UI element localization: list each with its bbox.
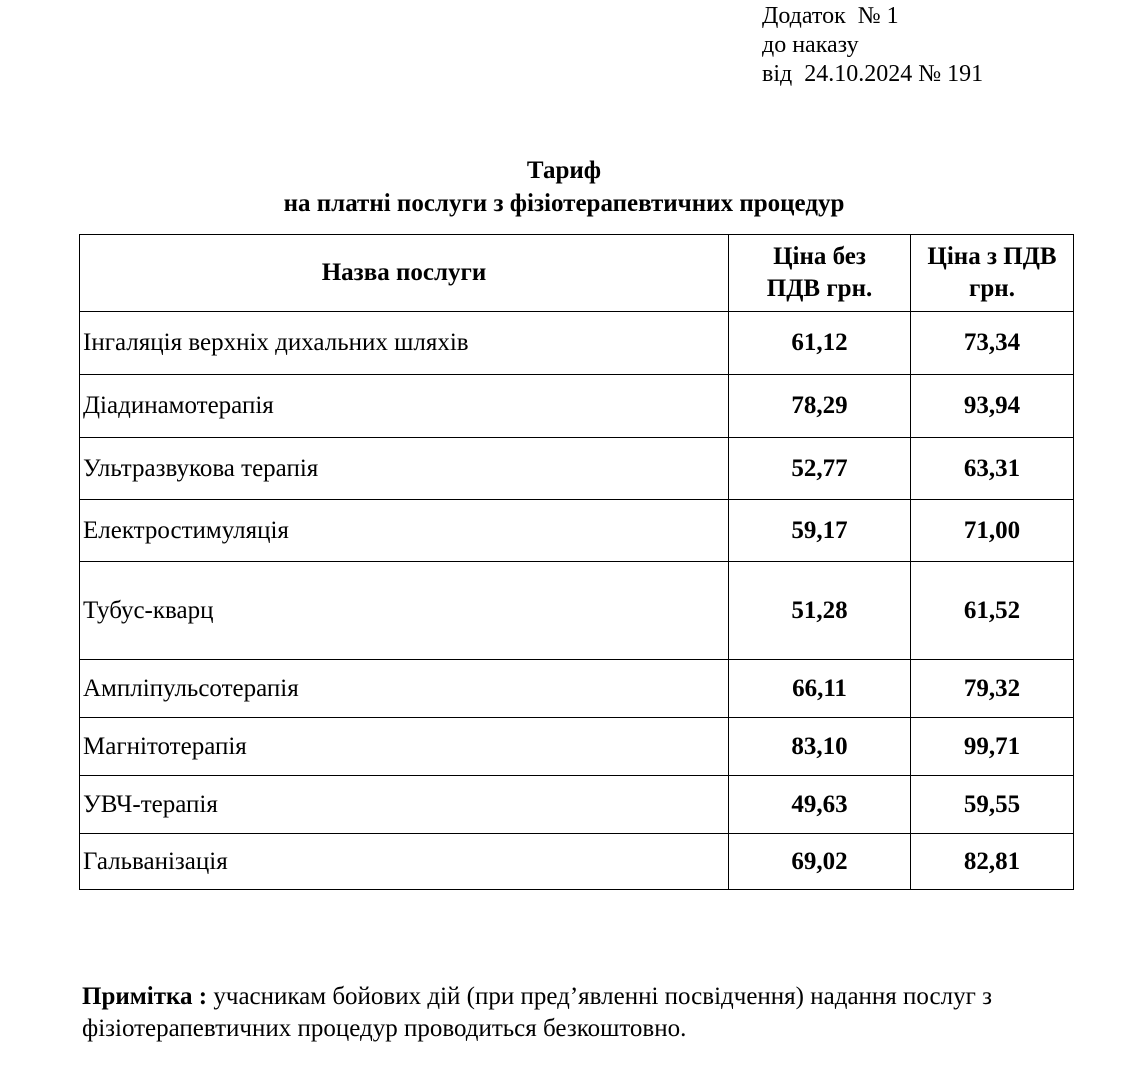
service-name: Електростимуляція — [80, 500, 729, 562]
appendix-line-1: Додаток № 1 — [762, 3, 899, 29]
table-row — [80, 562, 1074, 660]
table-row — [80, 718, 1074, 776]
price-vat: 61,52 — [911, 562, 1074, 660]
price-vat: 73,34 — [911, 312, 1074, 375]
appendix-line-3: від 24.10.2024 № 191 — [762, 61, 984, 87]
price-no-vat: 59,17 — [729, 500, 911, 562]
tariff-table — [79, 234, 1074, 890]
price-vat: 99,71 — [911, 718, 1074, 776]
price-no-vat: 51,28 — [729, 562, 911, 660]
price-vat: 93,94 — [911, 375, 1074, 438]
price-vat: 63,31 — [911, 438, 1074, 500]
footnote — [82, 981, 1072, 1045]
service-name: Інгаляція верхніх дихальних шляхів — [80, 312, 729, 375]
service-name: УВЧ-терапія — [80, 776, 729, 834]
table-row — [80, 660, 1074, 718]
table-header-row — [80, 235, 1074, 312]
footnote-text: учасникам бойових дій (при пред’явленні посвідчення) надання послуг з фізіотерапевтичних процедур проводиться безкоштовно. — [82, 983, 993, 1042]
price-no-vat: 52,77 — [729, 438, 911, 500]
document-title: Тариф — [526, 157, 602, 184]
price-no-vat: 61,12 — [729, 312, 911, 375]
table-row — [80, 312, 1074, 375]
service-name: Ультразвукова терапія — [80, 438, 729, 500]
document-subtitle: на платні послуги з фізіотерапевтичних процедур — [283, 190, 845, 217]
service-name: Магнітотерапія — [80, 718, 729, 776]
table-row — [80, 375, 1074, 438]
header-price-vat: Ціна з ПДВ грн. — [911, 235, 1074, 312]
service-name: Ампліпульсотерапія — [80, 660, 729, 718]
price-no-vat: 49,63 — [729, 776, 911, 834]
footnote-label: Примітка : — [82, 983, 208, 1010]
price-no-vat: 83,10 — [729, 718, 911, 776]
header-price-no-vat: Ціна без ПДВ грн. — [729, 235, 911, 312]
appendix-line-2: до наказу — [762, 32, 859, 58]
appendix-block — [762, 2, 983, 89]
table-row — [80, 438, 1074, 500]
service-name: Тубус-кварц — [80, 562, 729, 660]
price-vat: 59,55 — [911, 776, 1074, 834]
price-no-vat: 78,29 — [729, 375, 911, 438]
price-vat: 82,81 — [911, 834, 1074, 890]
table-row — [80, 500, 1074, 562]
price-vat: 79,32 — [911, 660, 1074, 718]
price-vat: 71,00 — [911, 500, 1074, 562]
price-no-vat: 69,02 — [729, 834, 911, 890]
table-row — [80, 834, 1074, 890]
price-no-vat: 66,11 — [729, 660, 911, 718]
service-name: Гальванізація — [80, 834, 729, 890]
table-row — [80, 776, 1074, 834]
service-name: Діадинамотерапія — [80, 375, 729, 438]
header-service-name: Назва послуги — [80, 235, 729, 312]
